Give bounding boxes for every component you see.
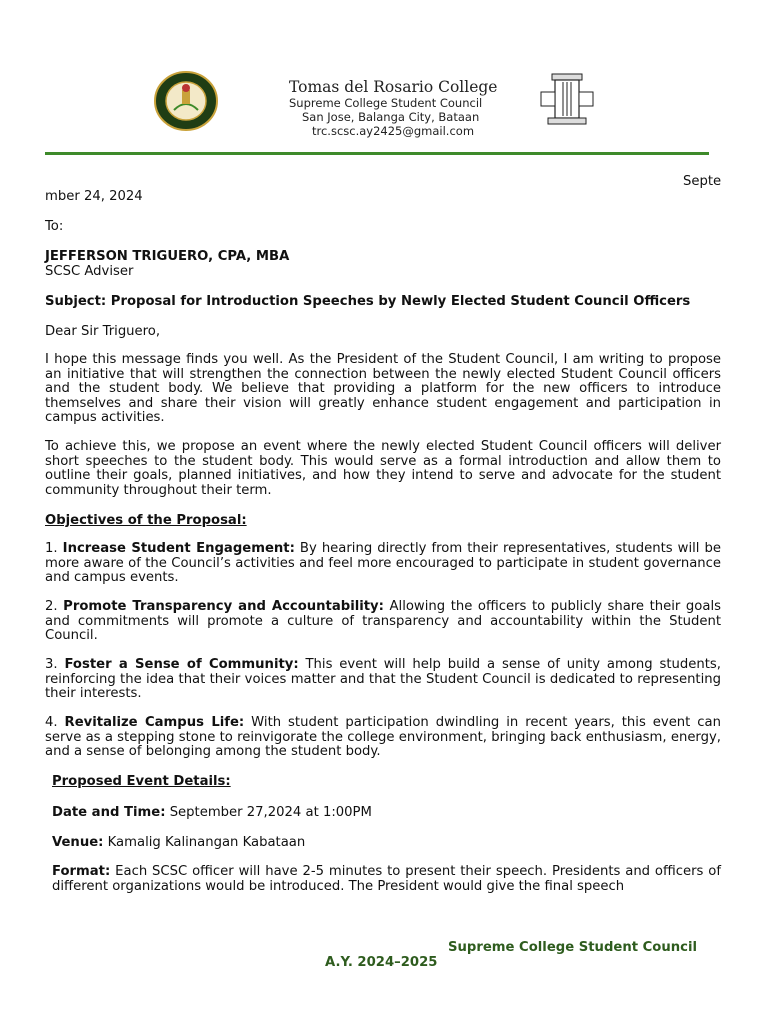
college-seal — [152, 70, 220, 132]
event-date: Date and Time: September 27,2024 at 1:00PM — [52, 805, 372, 820]
event-heading: Proposed Event Details: — [52, 774, 231, 789]
salutation: Dear Sir Triguero, — [45, 324, 161, 339]
address: San Jose, Balanga City, Bataan — [302, 110, 480, 124]
paragraph-1: I hope this message finds you well. As the President of the Student Council, I am writing to propose an initiative that will strengthen the connection between the newly elected Student Council officers and the student body. We believe that providing a platform for the new officers to introduce themselves and share their vision will greatly enhance student engagement and participation in campus activities. — [45, 352, 721, 426]
header-rule — [45, 152, 709, 155]
objective-1: 1. Increase Student Engagement: By hearing directly from their representatives, students will be more aware of the Council’s activities and feel more encouraged to participate in student governance and campus events. — [45, 541, 721, 586]
event-venue: Venue: Kamalig Kalinangan Kabataan — [52, 835, 306, 850]
subject-line: Subject: Proposal for Introduction Speeches by Newly Elected Student Council Officers — [45, 294, 691, 309]
recipient-title: SCSC Adviser — [45, 264, 134, 279]
event-format: Format: Each SCSC officer will have 2-5 minutes to present their speech. Presidents and officers of different organizations would be introduced. The President would give the final speech — [52, 864, 721, 894]
footer-council: Supreme College Student Council — [448, 940, 697, 955]
footer-year: A.Y. 2024–2025 — [325, 955, 438, 970]
objectives-heading: Objectives of the Proposal: — [45, 513, 247, 528]
date-part-2: mber 24, 2024 — [45, 189, 143, 204]
council-logo — [538, 72, 596, 126]
council-name: Supreme College Student Council — [289, 96, 483, 110]
objective-3: 3. Foster a Sense of Community: This event will help build a sense of unity among students, reinforcing the idea that their voices matter and that the Student Council is dedicated to representing their interests. — [45, 657, 721, 702]
email: trc.scsc.ay2425@gmail.com — [312, 124, 475, 138]
objective-4: 4. Revitalize Campus Life: With student participation dwindling in recent years, this event can serve as a stepping stone to reinvigorate the college environment, bringing back enthusiasm, energy, and a sense of belonging among the student body. — [45, 715, 721, 760]
objective-2: 2. Promote Transparency and Accountability: Allowing the officers to publicly share their goals and commitments will promote a culture of transparency and accountability within the Student Council. — [45, 599, 721, 644]
college-name: Tomas del Rosario College — [289, 78, 498, 96]
date-part-1: Septe — [683, 174, 722, 189]
paragraph-2: To achieve this, we propose an event where the newly elected Student Council officers will deliver short speeches to the student body. This would serve as a formal introduction and allow them to outline their goals, planned initiatives, and how they intend to serve and advocate for the student community throughout their term. — [45, 439, 721, 498]
to-label: To: — [45, 219, 64, 234]
recipient-name: JEFFERSON TRIGUERO, CPA, MBA — [45, 249, 290, 264]
